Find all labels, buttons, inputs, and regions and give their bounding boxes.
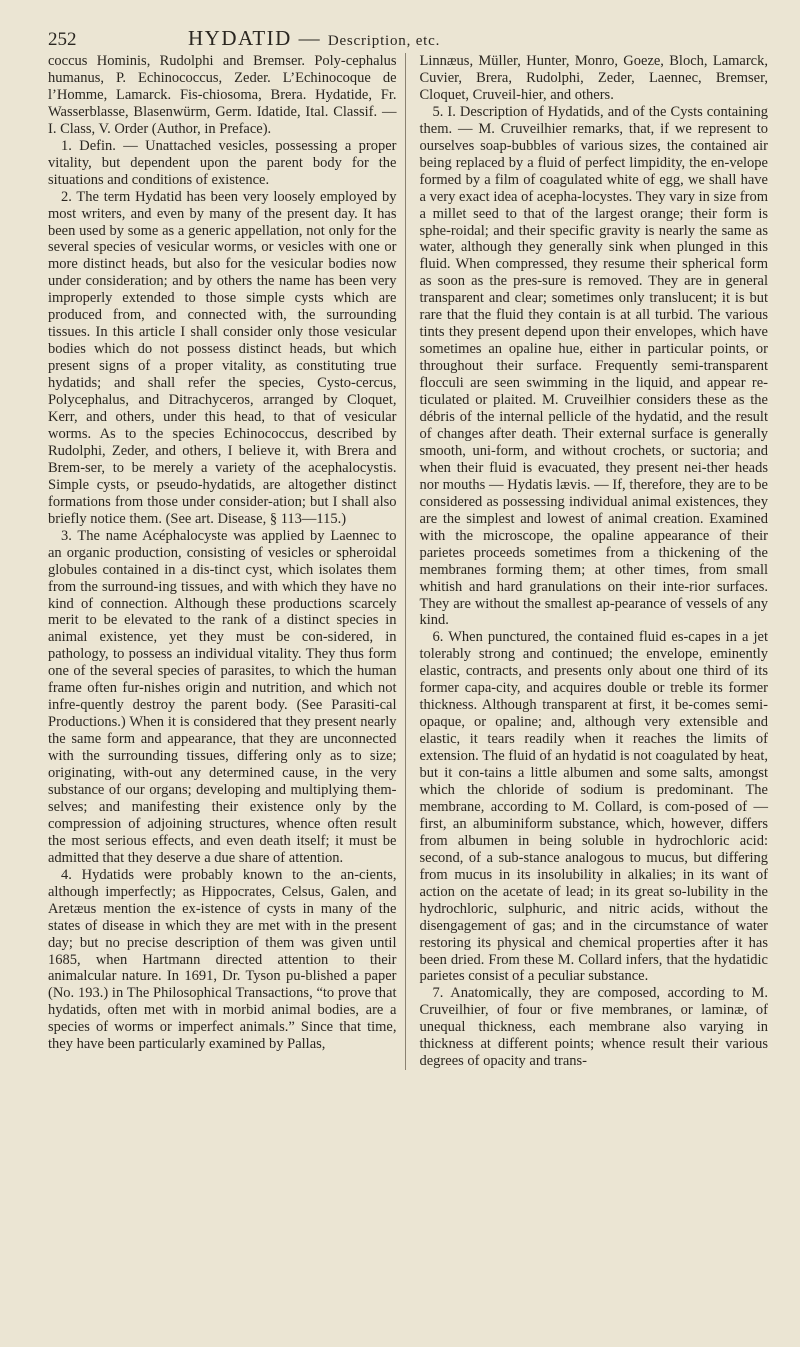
left-column <box>48 53 406 1070</box>
paragraph: 1. Defin. — Unattached vesicles, possessing a proper vitality, but dependent upon the parent body for the situations and conditions of existence. <box>48 137 397 188</box>
paragraph: 7. Anatomically, they are composed, according to M. Cruveilhier, of four or five membranes, or laminæ, of unequal thickness, each membrane also varying in thickness at different points; whence result their various degrees of opacity and trans- <box>419 985 768 1070</box>
paragraph: Linnæus, Müller, Hunter, Monro, Goeze, Bloch, Lamarck, Cuvier, Brera, Rudolphi, Zeder, Laennec, Bremser, Cloquet, Cruveil-hier, and others. <box>419 53 768 103</box>
paragraph: 5. I. Description of Hydatids, and of the Cysts containing them. — M. Cruveilhier remarks, that, if we represent to ourselves soap-bubbles of various sizes, the contained air being replaced by a fluid of perfect limpidity, the en-velope formed by a film of coagulated white of egg, we shall have a very exact idea of acepha-locystes. They vary in size from a millet seed to that of the largest orange; their form is sphe-roidal; and their specific gravity is nearly the same as water, although they generally sink when plunged in this fluid. When compressed, they resume their spherical form as soon as the pres-sure is removed. They are in general transparent and clear; sometimes only translucent; it is but rare that the fluid they contain is at all turbid. The various tints they present depend upon their envelopes, which have sometimes an opaline hue, either in particular points, or throughout their surface. Frequently semi-transparent flocculi are seen swimming in the liquid, and appear re-ticulated or plaited. M. Cruveilhier considers these as the débris of the internal pellicle of the hydatid, and the result of changes after death. Their external surface is generally smooth, uni-form, and without crochets, or suctoria; and when their fluid is evacuated, they present nei-ther heads nor mouths — Hydatis lævis. — If, therefore, they are to be considered as possessing individual animal existences, they are the simplest and lowest of animal creation. Examined with the microscope, the opaline appearance of their parietes proceeds sometimes from a thickening of the membranes forming them; at other times, from small whitish and hard granulations on their inte-rior surfaces. They are without the smallest ap-pearance of vessels of any kind. <box>419 103 768 629</box>
paragraph: coccus Hominis, Rudolphi and Bremser. Poly-cephalus humanus, P. Echinococcus, Zeder. L’Echinocoque de l’Homme, Lamarck. Fis-chiosoma, Brera. Hydatide, Fr. Wasserblasse, Blasenwürm, Germ. Idatide, Ital. Classif. — I. Class, V. Order (Author, in Preface). <box>48 53 397 137</box>
paragraph: 6. When punctured, the contained fluid es-capes in a jet tolerably strong and continued; the envelope, eminently elastic, contracts, and presents only about one third of its former capa-city, and acquires double or treble its former thickness. Although transparent at first, it be-comes semi-opaque, or opaline; and, although very extensible and elastic, it tears readily when it reaches the limits of extension. The fluid of an hydatid is not coagulated by heat, but it con-tains a little albumen and some salts, amongst which the chloride of sodium is predominant. The membrane, according to M. Collard, is com-posed of — first, an albuminiform substance, which, however, differs from albumen in being soluble in hydrochloric acid: second, of a sub-stance analogous to mucus, but differing from mucus in its insolubility in alkalies; in its want of action on the acetate of lead; in its great so-lubility in the hydrochloric, sulphuric, and nitric acids, without the disengagement of gas; and in the circumstance of water restoring its physical and chemical properties after it has been dried. From these M. Collard infers, that the hydatidic parietes consist of a peculiar substance. <box>419 629 768 985</box>
paragraph: 4. Hydatids were probably known to the an-cients, although imperfectly; as Hippocrates, Celsus, Galen, and Aretæus mention the ex-istence of cysts in many of the states of disease in which they are met with in the present day; but no precise description of them was given until 1685, when Hartmann directed attention to their animalcular nature. In 1691, Dr. Tyson pu-blished a paper (No. 193.) in The Philosophical Transactions, “to prove that hydatids, often met with in morbid animal bodies, are a species of worms or imperfect animals.” Since that time, they have been particularly examined by Pallas, <box>48 866 397 1053</box>
running-head <box>188 26 440 51</box>
page-header <box>48 26 768 52</box>
right-column <box>420 53 769 1070</box>
running-head-sub: Description, etc. <box>327 33 441 49</box>
text-columns <box>48 53 768 1070</box>
paragraph: 3. The name Acéphalocyste was applied by Laennec to an organic production, consisting of vesicles or spheroidal globules contained in a dis-tinct cyst, which isolates them from the surround-ing tissues, and with which they have no kind of connection. Although these productions scarcely merit to be elevated to the rank of a distinct species in animal existence, yet they must be con-sidered, in pathology, to possess an individual vitality. They thus form one of the several species of parasites, to which the human frame often fur-nishes origin and nutrition, and which not infre-quently destroy the parent body. (See Parasiti-cal Productions.) When it is considered that they present nearly the same form and appearance, that they are unconnected with the surrounding tissues, differing only as to size; originating, with-out any determined cause, in the very substance of our organs; developing and multiplying them-selves; and manifesting their existence only by the compression of adjoining structures, whence often result the most serious effects, and even death itself; it must be admitted that they deserve a due share of attention. <box>48 527 397 866</box>
page-number: 252 <box>48 29 77 50</box>
paragraph: 2. The term Hydatid has been very loosely employed by most writers, and even by many of the present day. It has been used by some as a generic appellation, not only for the several species of vesicular worms, or vesicles with one or more distinct heads, but also for the vesicular bodies now under consideration; and by others the name has been very improperly extended to those simple cysts which are produced from, and connected with, the surrounding tissues. In this article I shall consider only those vesicular bodies which do not possess distinct heads, but which present signs of a proper vitality, as constituting true hydatids; and shall refer the species, Cysto-cercus, Polycephalus, and Ditrachyceros, arranged by Cloquet, Kerr, and others, under this head, to that of vesicular worms. As to the species Echinococcus, described by Rudolphi, Zeder, and others, I believe it, with Brera and Brem-ser, to be merely a variety of the acephalocystis. Simple cysts, or pseudo-hydatids, are altogether distinct formations from those under consider-ation; but I shall also briefly notice them. (See art. Disease, § 113—115.) <box>48 188 397 527</box>
running-head-main: HYDATID — <box>188 26 322 50</box>
